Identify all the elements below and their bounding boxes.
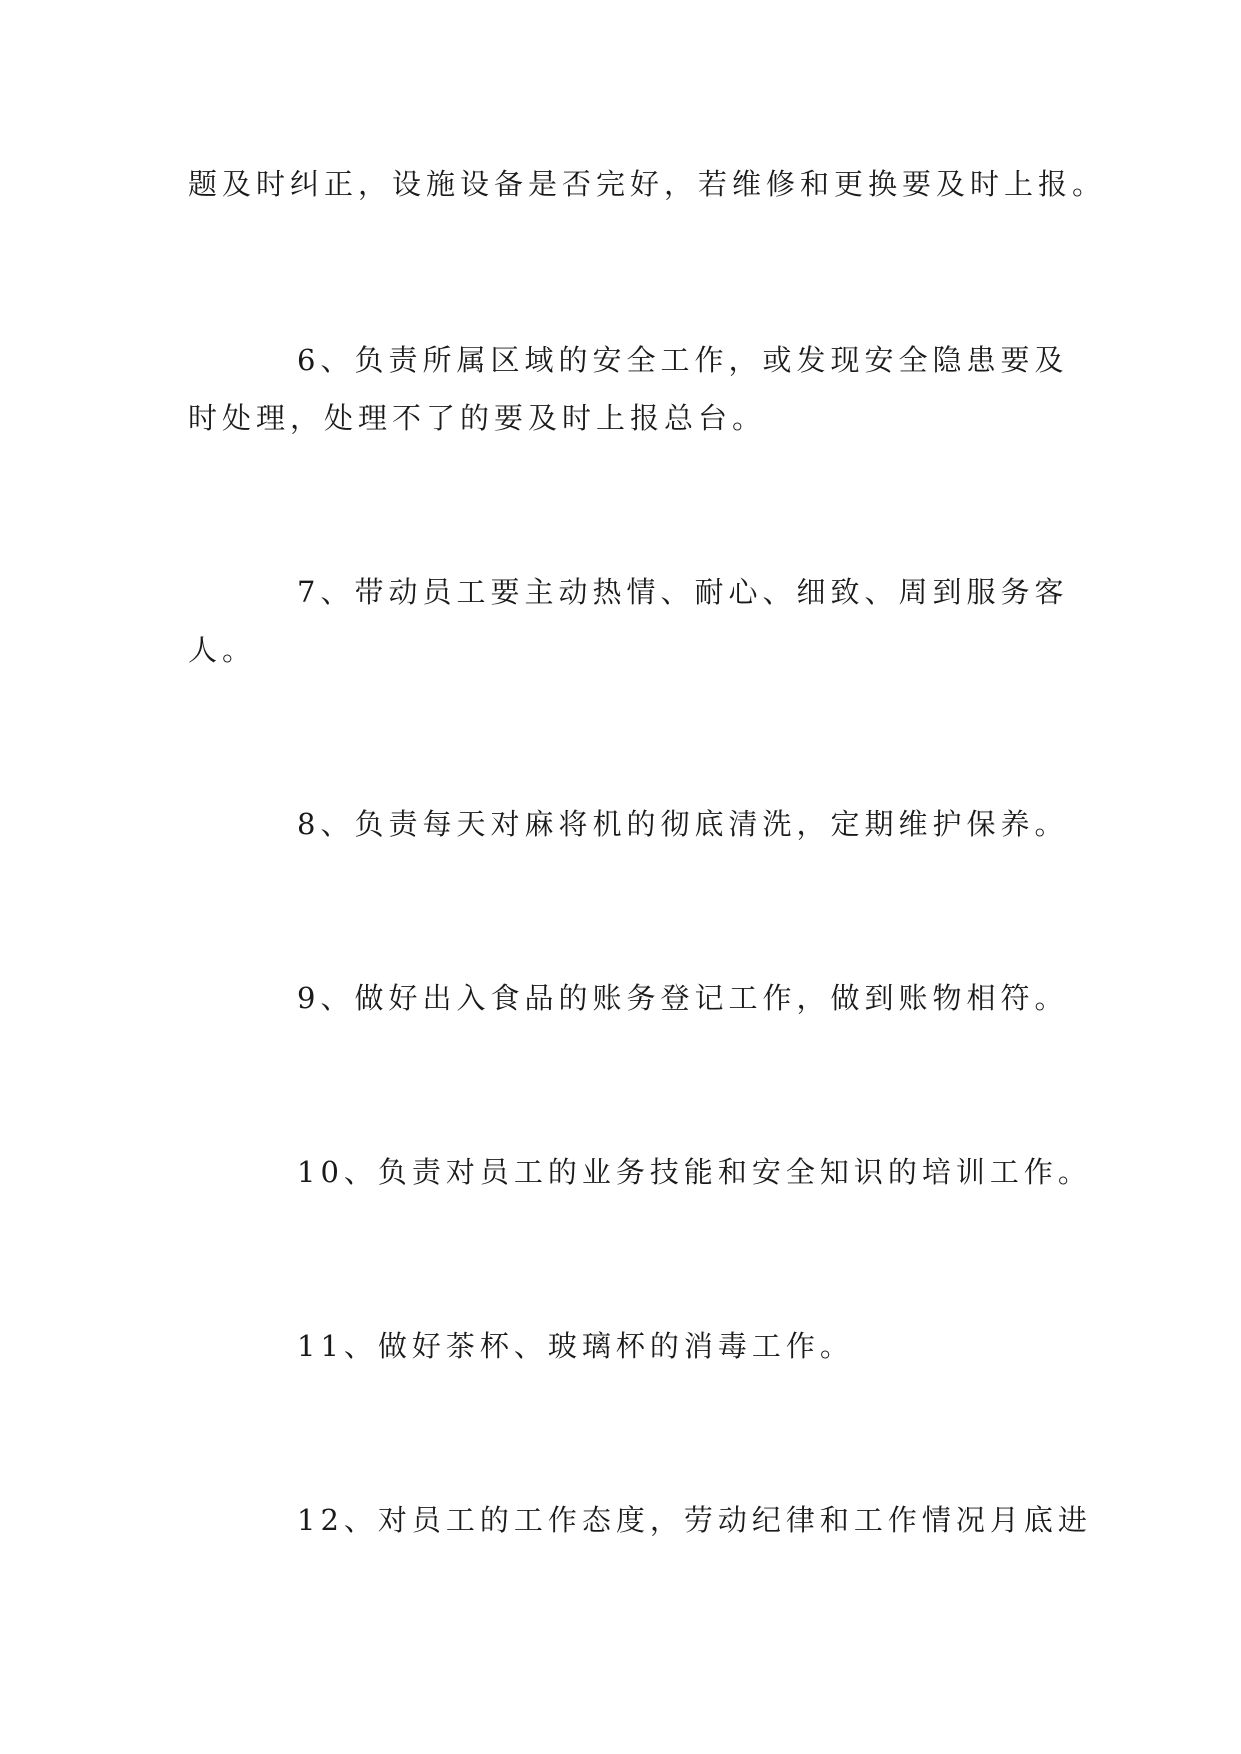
paragraph-6-line-1: 6、负责所属区域的安全工作，或发现安全隐患要及 <box>297 343 1069 377</box>
paragraph-7-line-1: 7、带动员工要主动热情、耐心、细致、周到服务客 <box>297 575 1069 609</box>
paragraph-11-line-1: 11、做好茶杯、玻璃杯的消毒工作。 <box>297 1329 854 1363</box>
paragraph-12-line-1: 12、对员工的工作态度，劳动纪律和工作情况月底进 <box>297 1503 1092 1537</box>
paragraph-10-line-1: 10、负责对员工的业务技能和安全知识的培训工作。 <box>297 1155 1092 1189</box>
paragraph-9-line-1: 9、做好出入食品的账务登记工作，做到账物相符。 <box>297 981 1069 1015</box>
paragraph-5-continuation: 题及时纠正，设施设备是否完好，若维修和更换要及时上报。 <box>188 167 1107 201</box>
paragraph-7-line-2: 人。 <box>188 633 257 667</box>
paragraph-6-line-2: 时处理，处理不了的要及时上报总台。 <box>188 401 767 435</box>
paragraph-8-line-1: 8、负责每天对麻将机的彻底清洗，定期维护保养。 <box>297 807 1069 841</box>
